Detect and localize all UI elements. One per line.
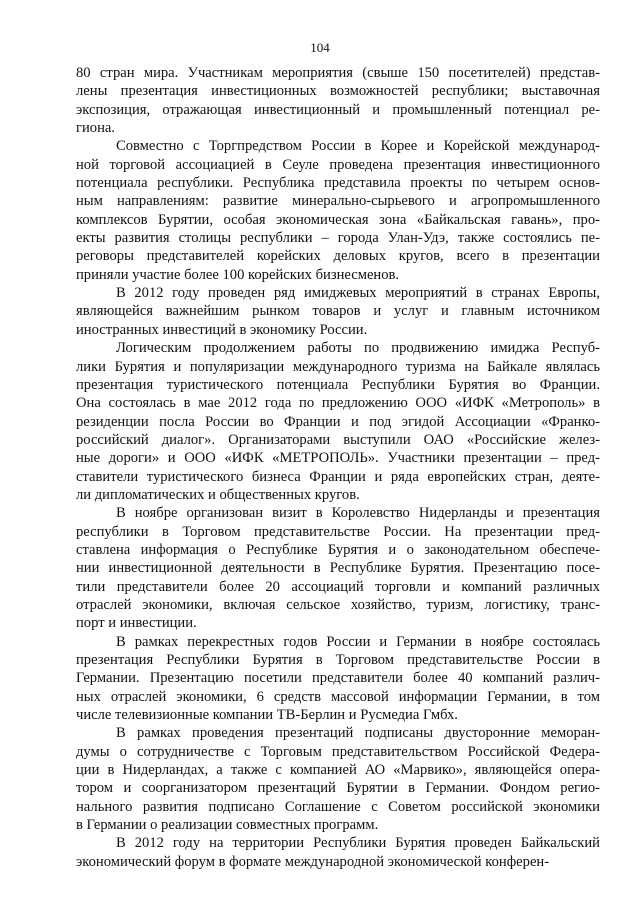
text-line: В ноябре организован визит в Королевство Нидерланды и презентация — [116, 505, 600, 522]
text-line: тили представители более 20 ассоциаций торговли и компаний различных — [76, 578, 600, 595]
text-line: ставлена информация о Республике Бурятия и о законодательном обеспече- — [76, 541, 600, 558]
paragraph — [76, 284, 600, 339]
text-line: тором и соорганизатором презентаций Бурятии в Германии. Фондом регио- — [76, 780, 600, 797]
text-line: являющейся важнейшим рынком товаров и услуг и главным источником — [76, 303, 600, 320]
text-line: республики в Торговом представительстве России. На презентации пред- — [76, 523, 600, 540]
paragraph — [76, 504, 600, 632]
text-line: лены презентация инвестиционных возможностей республики; выставочная — [76, 83, 600, 100]
text-line: ные дороги» и ООО «ИФК «МЕТРОПОЛЬ». Участники презентации – пред- — [76, 450, 600, 467]
text-line: ли дипломатических и общественных кругов. — [76, 486, 360, 503]
text-line: отраслей экономики, включая сельское хозяйство, туризм, логистику, транс- — [76, 596, 600, 613]
text-line: 80 стран мира. Участникам мероприятия (свыше 150 посетителей) представ- — [76, 65, 600, 81]
text-line: комплексов Бурятии, особая экономическая зона «Байкальская гавань», про- — [76, 211, 600, 228]
text-line: ным направлениям: развитие минерально-сырьевого и агропромышленного — [76, 193, 600, 210]
text-line: ных отраслей экономики, 6 средств массовой информации Германии, в том — [76, 688, 600, 705]
text-line: экспозиция, отражающая инвестиционный и промышленный потенциал ре- — [76, 101, 600, 118]
paragraph — [76, 137, 600, 284]
text-line: резиденции посла России во Франции и под эгидой Ассоциации «Франко- — [76, 413, 600, 430]
page-number: 104 — [310, 40, 330, 55]
text-line: экономический форум в формате международной экономической конферен- — [76, 853, 550, 870]
text-line: нии инвестиционной деятельности в Республике Бурятия. Презентацию посе- — [76, 560, 600, 577]
text-line: иностранных инвестиций в экономику России. — [76, 321, 368, 338]
text-line: порт и инвестиции. — [76, 615, 197, 632]
text-line: в Германии о реализации совместных программ. — [76, 817, 379, 834]
paragraph — [76, 633, 600, 725]
text-line: В 2012 году проведен ряд имиджевых мероприятий в странах Европы, — [116, 285, 600, 302]
text-line: презентация Республики Бурятия в Торговом представительстве России в — [76, 652, 600, 668]
paragraph — [76, 834, 600, 871]
text-line: ции в Нидерландах, а также с компанией АО «Марвико», являющейся опера- — [76, 762, 600, 779]
text-line: думы о сотрудничестве с Торговым представительством Российской Федера- — [76, 743, 600, 760]
text-line: Совместно с Торгпредством России в Корее и Корейской международ- — [116, 138, 600, 155]
paragraph — [76, 724, 600, 834]
text-line: числе телевизионные компании ТВ-Берлин и Русмедиа Гмбх. — [76, 707, 458, 724]
text-line: В 2012 году на территории Республики Бурятия проведен Байкальский — [116, 835, 600, 852]
text-line: екты развития столицы республики – города Улан-Удэ, также состоялись пе- — [76, 230, 600, 247]
text-line: Германии. Презентацию посетили представители более 40 компаний различ- — [76, 670, 600, 687]
text-line: презентация туристического потенциала Республики Бурятия во Франции. — [76, 376, 600, 393]
paragraph — [76, 64, 600, 137]
text-line: приняли участие более 100 корейских бизнесменов. — [76, 266, 400, 283]
text-line: Она состоялась в мае 2012 года по предложению ООО «ИФК «Метрополь» в — [76, 395, 600, 412]
text-line: российский диалог». Организаторами выступили ОАО «Российские желез- — [76, 431, 600, 448]
text-line: лики Бурятия и популяризации международного туризма на Байкале являлась — [76, 358, 600, 375]
text-line: Логическим продолжением работы по продвижению имиджа Респуб- — [116, 340, 600, 357]
body-text — [76, 64, 600, 871]
text-line: нального развития подписано Соглашение с Советом российской экономики — [76, 798, 600, 815]
text-line: В рамках перекрестных годов России и Германии в ноябре состоялась — [116, 633, 600, 650]
text-line: гиона. — [76, 120, 116, 137]
text-line: В рамках проведения презентаций подписаны двусторонние меморан- — [116, 725, 600, 742]
text-line: реговоры представителей корейских деловых кругов, всего в презентации — [76, 248, 600, 265]
text-line: ставители туристического бизнеса Франции и ряда европейских стран, деяте- — [76, 468, 600, 485]
text-line: ной торговой ассоциацией в Сеуле проведена презентация инвестиционного — [76, 156, 600, 173]
paragraph — [76, 339, 600, 504]
text-line: потенциала республики. Республика представила проекты по четырем основ- — [76, 175, 600, 192]
